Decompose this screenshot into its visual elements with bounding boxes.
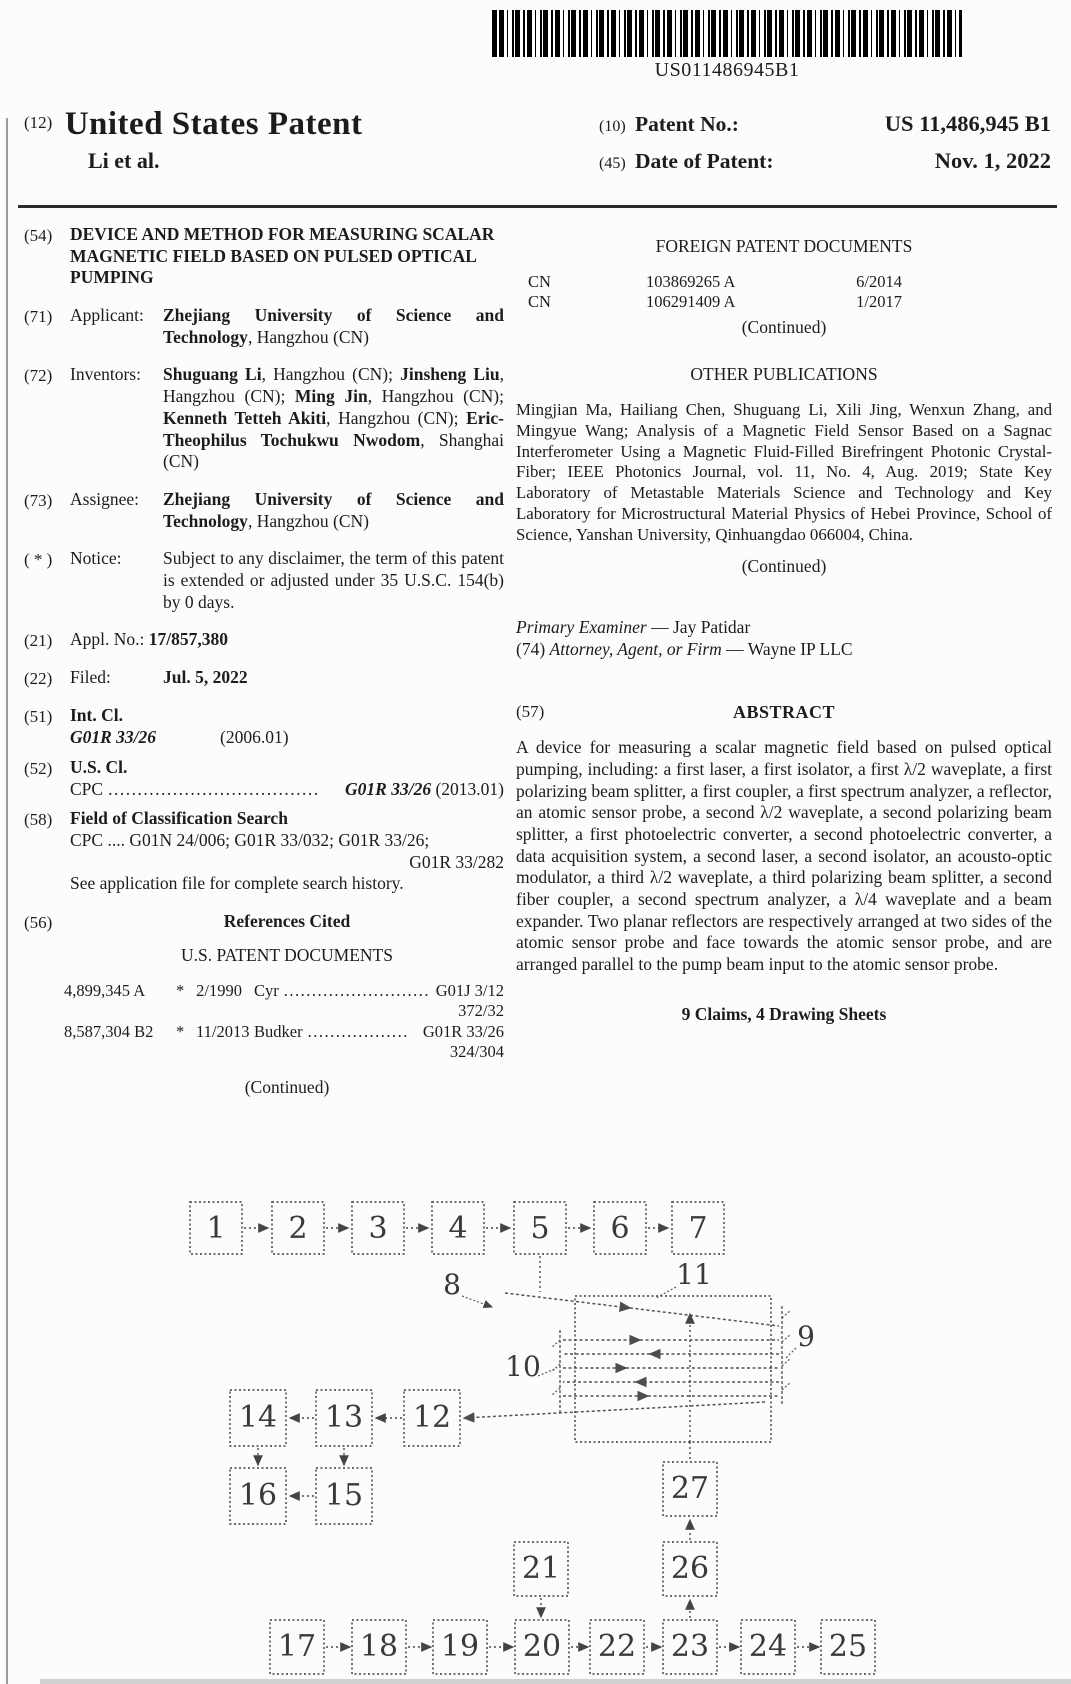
foreign-references (516, 272, 1052, 313)
header-right (599, 110, 1051, 184)
flow-box-26 (663, 1542, 717, 1596)
primary-examiner-line: Primary Examiner — Jay Patidar (516, 617, 751, 638)
field-58-search (24, 808, 504, 895)
svg-text:8: 8 (443, 1268, 461, 1301)
flow-box-4 (432, 1202, 484, 1254)
ref-label-8 (443, 1268, 492, 1307)
intcl-label: Int. Cl. (70, 705, 123, 726)
svg-text:10: 10 (505, 1350, 541, 1383)
svg-text:19: 19 (440, 1629, 480, 1664)
patent-no-value: US 11,486,945 B1 (884, 111, 1051, 136)
us-patent-docs-label: U.S. PATENT DOCUMENTS (181, 945, 393, 966)
svg-text:3: 3 (368, 1211, 388, 1246)
field-51-num: (51) (24, 707, 53, 727)
svg-text:27: 27 (670, 1471, 710, 1506)
flow-box-12 (404, 1390, 460, 1446)
svg-text:1: 1 (206, 1211, 226, 1246)
us-ref-row: 4,899,345 A * 2/1990 Cyr .......................... G01J 3/12 (64, 980, 504, 1000)
svg-text:11: 11 (676, 1258, 712, 1291)
flow-box-3 (352, 1202, 404, 1254)
flow-box-17 (270, 1620, 324, 1674)
flow-box-19 (433, 1620, 487, 1674)
search-line-3: See application file for complete search history. (70, 873, 404, 894)
svg-text:22: 22 (597, 1629, 637, 1664)
header-rule (18, 205, 1057, 208)
inventors-short: Li et al. (88, 147, 160, 173)
code-10: (10) (599, 118, 626, 135)
uscl-line: CPC .................................... G01R 33/26 (2013.01) (70, 778, 504, 799)
svg-text:12: 12 (412, 1400, 452, 1435)
patent-no-row (599, 110, 1051, 138)
flow-box-7 (672, 1202, 724, 1254)
field-73-assignee (24, 489, 504, 532)
flow-box-27 (663, 1462, 717, 1516)
code-45: (45) (599, 154, 626, 172)
patent-no-label: Patent No.: (635, 112, 739, 136)
svg-text:26: 26 (670, 1551, 710, 1586)
field-51-intcl (24, 705, 504, 748)
search-line-1: CPC .... G01N 24/006; G01R 33/032; G01R 33/26; (70, 829, 430, 850)
other-pubs-label: OTHER PUBLICATIONS (690, 364, 878, 385)
exit-beam (464, 1402, 765, 1418)
left-continued: (Continued) (244, 1076, 330, 1097)
inventors-label: Inventors: (70, 364, 141, 385)
foreign-continued: (Continued) (741, 316, 827, 337)
uscl-label: U.S. Cl. (70, 756, 128, 777)
flow-box-18 (352, 1620, 406, 1674)
field-72-inventors (24, 364, 504, 472)
svg-text:16: 16 (238, 1478, 278, 1513)
svg-text:25: 25 (828, 1629, 868, 1664)
field-71-num: (71) (24, 307, 53, 327)
applicant-label: Applicant: (70, 305, 144, 326)
svg-text:21: 21 (521, 1551, 561, 1586)
flow-box-23 (663, 1620, 717, 1674)
right-column (516, 224, 1052, 1098)
flow-box-25 (821, 1620, 875, 1674)
field-21-num: (21) (24, 631, 53, 651)
svg-text:23: 23 (670, 1629, 710, 1664)
drawing-figure (0, 1190, 1071, 1684)
field-notice (24, 548, 504, 613)
svg-text:5: 5 (530, 1211, 550, 1246)
notice-text: Subject to any disclaimer, the term of this patent is extended or adjusted under 35 U.S.C. 154(b) by 0 days. (163, 548, 504, 612)
pump-beam (505, 1256, 779, 1326)
svg-text:4: 4 (448, 1211, 468, 1246)
svg-text:18: 18 (359, 1629, 399, 1664)
us-ref-row: 8,587,304 B2 * 11/2013 Budker .................. G01R 33/26 (64, 1021, 504, 1041)
us-ref-row-cont: 372/32 (458, 1001, 504, 1021)
flow-box-2 (272, 1202, 324, 1254)
field-22-filed (24, 667, 504, 689)
invention-title: DEVICE AND METHOD FOR MEASURING SCALAR MAGNETIC FIELD BASED ON PULSED OPTICAL PUMPING (70, 224, 495, 288)
references-cited-label: References Cited (223, 910, 351, 931)
sensor-probe-box (575, 1296, 771, 1442)
reflector-left (551, 1330, 560, 1414)
ref-label-11 (656, 1258, 712, 1298)
field-52-uscl (24, 757, 504, 800)
flow-box-22 (590, 1620, 644, 1674)
svg-text:2: 2 (288, 1211, 308, 1246)
reflector-right (782, 1306, 791, 1406)
date-value: Nov. 1, 2022 (934, 147, 1051, 173)
foreign-ref-row: CN 106291409 A 1/2017 (528, 292, 902, 312)
ref-label-10 (505, 1350, 557, 1383)
flow-box-20 (515, 1620, 569, 1674)
field-58-num: (58) (24, 810, 53, 830)
abstract-text: A device for measuring a scalar magnetic field based on pulsed optical pumping, including: a first laser, a first isolator, a first λ/2 waveplate, a first polarizing beam splitter, a first coupler, a first spectrum analyzer, a reflector, an atomic sensor probe, a second λ/2 waveplate, a second polarizing beam splitter, a first photoelectric converter, a second photoelectric converter, a data acquisition system, a second laser, a second isolator, an acousto-optic modulator, a third λ/2 waveplate, a third polarizing beam splitter, a second fiber coupler, a second spectrum analyzer, a λ/4 waveplate and a beam expander. Two planar reflectors are respectively arranged at two sides of the atomic sensor probe and face towards the atomic sensor probe, and are arranged parallel to the pump beam input to the atomic sensor probe. (516, 737, 1052, 975)
field-notice-num: ( * ) (24, 550, 53, 570)
notice-label: Notice: (70, 548, 122, 569)
field-71-applicant (24, 305, 504, 348)
foreign-docs-label: FOREIGN PATENT DOCUMENTS (655, 236, 913, 256)
ref-label-9 (786, 1320, 815, 1358)
abstract-label: ABSTRACT (732, 701, 836, 722)
other-pubs-continued: (Continued) (741, 555, 827, 576)
flow-box-5 (514, 1202, 566, 1254)
claims-drawing-sheets: 9 Claims, 4 Drawing Sheets (681, 1003, 887, 1024)
svg-text:14: 14 (238, 1400, 278, 1435)
kind-code-12: (12) (24, 113, 53, 132)
field-56-num: (56) (24, 912, 53, 932)
flow-box-21 (514, 1542, 568, 1596)
flow-box-1 (190, 1202, 242, 1254)
flow-box-14 (230, 1390, 286, 1446)
svg-text:7: 7 (688, 1211, 708, 1246)
date-row (599, 147, 1051, 175)
field-21-appl-no (24, 629, 504, 651)
field-57-num: (57) (516, 701, 545, 721)
intcl-line: G01R 33/26 (2006.01) (70, 727, 289, 748)
field-54-num: (54) (24, 226, 53, 245)
flow-box-6 (594, 1202, 646, 1254)
inventors-value: Shuguang Li, Hangzhou (CN); Jinsheng Liu, Hangzhou (CN); Ming Jin, Hangzhou (CN); Kenneth Tetteh Akiti, Hangzhou (CN); Eric-Theophilus Tochukwu Nwodom, Shanghai (CN) (163, 364, 504, 472)
two-column-body (24, 224, 1052, 1098)
us-ref-row-cont: 324/304 (449, 1042, 504, 1062)
barcode (492, 10, 962, 57)
field-52-num: (52) (24, 758, 53, 778)
search-label: Field of Classification Search (70, 808, 288, 829)
barcode-block (488, 10, 966, 83)
flow-box-16 (230, 1468, 286, 1524)
filed-label: Filed: (70, 667, 111, 688)
page-title: United States Patent (64, 106, 363, 142)
abstract-heading (516, 701, 1052, 723)
svg-text:6: 6 (610, 1211, 630, 1246)
left-column (24, 224, 504, 1098)
svg-text:9: 9 (797, 1320, 815, 1353)
assignee-label: Assignee: (70, 488, 140, 509)
svg-text:17: 17 (277, 1629, 317, 1664)
field-56-references (24, 911, 504, 933)
search-line-2: G01R 33/282 (409, 851, 504, 872)
filed-value: Jul. 5, 2022 (163, 667, 248, 688)
date-label: Date of Patent: (635, 148, 774, 173)
flow-box-24 (741, 1620, 795, 1674)
svg-text:15: 15 (324, 1478, 364, 1513)
applicant-value: Zhejiang University of Science and Technology, Hangzhou (CN) (163, 305, 504, 347)
attorney-line: (74) Attorney, Agent, or Firm — Wayne IP LLC (516, 639, 853, 660)
foreign-ref-row: CN 103869265 A 6/2014 (528, 271, 902, 291)
field-54-title (24, 224, 504, 289)
appl-no-line: Appl. No.: 17/857,380 (70, 629, 228, 650)
assignee-value: Zhejiang University of Science and Technology, Hangzhou (CN) (163, 488, 504, 531)
svg-text:13: 13 (324, 1400, 364, 1435)
barcode-number: US011486945B1 (654, 59, 800, 81)
probe-beams (563, 1340, 779, 1396)
field-22-num: (22) (24, 669, 53, 689)
field-73-num: (73) (24, 490, 53, 510)
flow-box-15 (316, 1468, 372, 1524)
examiner-block (516, 617, 1052, 660)
flow-box-13 (316, 1390, 372, 1446)
us-references (24, 981, 504, 1063)
svg-text:24: 24 (748, 1629, 788, 1664)
field-72-num: (72) (24, 366, 53, 386)
svg-text:20: 20 (522, 1629, 562, 1664)
other-pubs-text: Mingjian Ma, Hailiang Chen, Shuguang Li, Xili Jing, Wenxun Zhang, and Mingyue Wang; Analysis of a Magnetic Field Sensor Based on a Sagnac Interferometer Using a Magnetic Fluid-Filled Birefringent Photonic Crystal-Fiber; IEEE Photonics Journal, vol. 11, No. 4, Aug. 2019; State Key Laboratory of Metastable Materials Science and Technology and Key Laboratory for Microstructural Material Physics of Hebei Province, School of Science, Yanshan University, Qinhuangdao 066004, China. (516, 399, 1052, 544)
header (24, 104, 1051, 196)
vertical-arrows (541, 1520, 690, 1618)
